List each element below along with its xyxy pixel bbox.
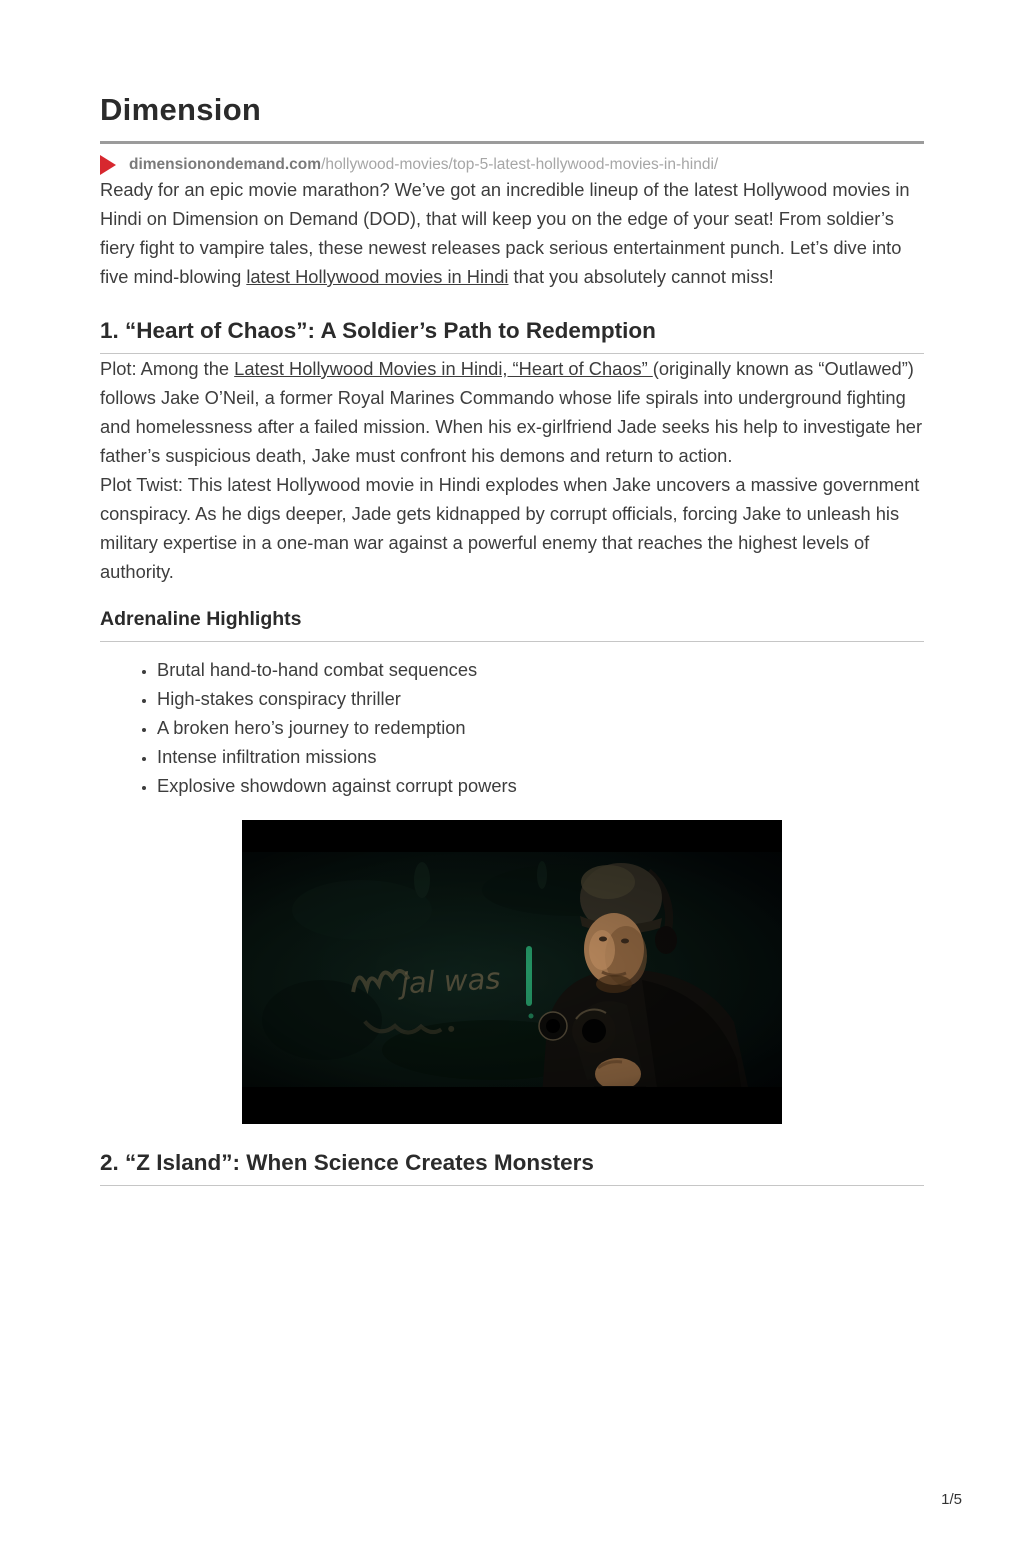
article-content bbox=[100, 92, 924, 1186]
intro-paragraph bbox=[100, 175, 924, 291]
plot-twist-paragraph: Plot Twist: This latest Hollywood movie in Hindi explodes when Jake uncovers a massive government conspiracy. As he digs deeper, Jade gets kidnapped by corrupt officials, forcing Jake to unleash his military expertise in a one-man war against a powerful enemy that reaches the highest levels of authority. bbox=[100, 474, 920, 582]
red-play-icon bbox=[100, 155, 116, 175]
page-title: Dimension bbox=[100, 92, 262, 127]
movie-still-wrap bbox=[100, 820, 924, 1124]
section1-heading: 1. “Heart of Chaos”: A Soldier’s Path to Redemption bbox=[100, 318, 924, 354]
title-divider bbox=[100, 141, 924, 144]
section2-heading: 2. “Z Island”: When Science Creates Monsters bbox=[100, 1150, 924, 1186]
source-url-row bbox=[100, 155, 924, 175]
plot-text-before: Plot: Among the bbox=[100, 358, 235, 379]
plot-link[interactable]: Latest Hollywood Movies in Hindi, “Heart of Chaos” bbox=[234, 358, 653, 379]
movie-still-image bbox=[242, 820, 782, 1124]
intro-link[interactable]: latest Hollywood movies in Hindi bbox=[246, 266, 509, 287]
plot-paragraph bbox=[100, 354, 924, 470]
movie-still-figure bbox=[242, 820, 782, 1124]
source-path: /hollywood-movies/top-5-latest-hollywood-movies-in-hindi/ bbox=[321, 156, 719, 173]
intro-text-before: Ready for an epic movie marathon? We’ve got an incredible lineup of the latest Hollywood movies in Hindi on Dimension on Demand (DOD), that will keep you on the edge of your seat! From soldier’s fiery fight to vampire tales, these newest releases pack serious entertainment punch. Let’s dive into five mind-blowing bbox=[100, 179, 910, 287]
source-domain: dimensionondemand.com bbox=[129, 156, 322, 173]
highlights-list bbox=[100, 655, 924, 800]
list-item: • Brutal hand-to-hand combat sequences bbox=[157, 655, 924, 684]
source-url bbox=[129, 156, 718, 174]
list-item: • Explosive showdown against corrupt powers bbox=[157, 771, 924, 800]
list-item: • High-stakes conspiracy thriller bbox=[157, 684, 924, 713]
plot-text-after: (originally known as “Outlawed”) follows Jake O’Neil, a former Royal Marines Commando whose life spirals into underground fighting and homelessness after a failed mission. When his ex-girlfriend Jade seeks his help to investigate her father’s suspicious death, Jake must confront his demons and return to action. bbox=[100, 358, 923, 466]
list-item: • Intense infiltration missions bbox=[157, 742, 924, 771]
intro-text-after: that you absolutely cannot miss! bbox=[508, 266, 774, 287]
list-item: • A broken hero’s journey to redemption bbox=[157, 713, 924, 742]
page-indicator: 1/5 bbox=[941, 1491, 962, 1508]
highlights-heading: Adrenaline Highlights bbox=[100, 608, 924, 642]
